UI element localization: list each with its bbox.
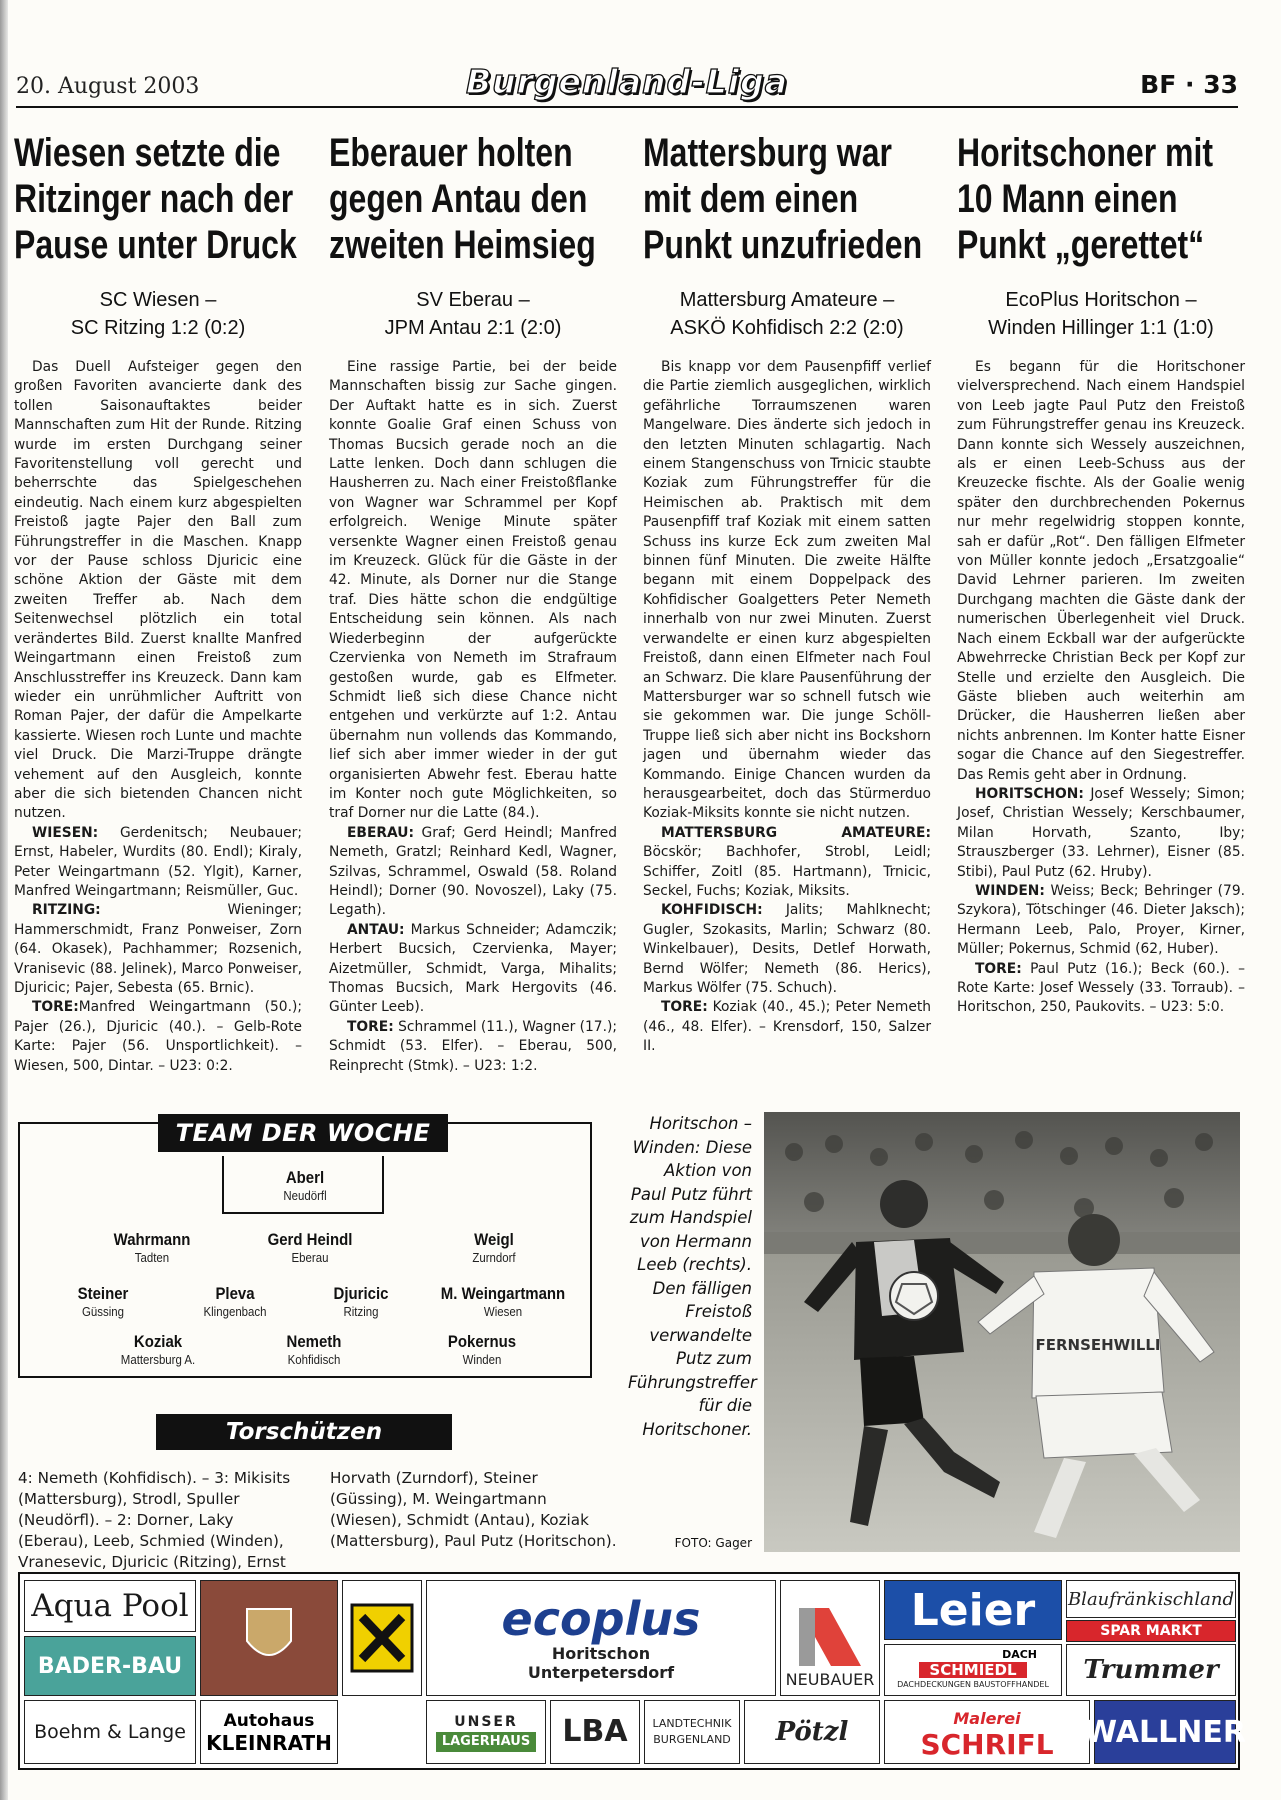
ad-leier[interactable]: Leier [884, 1580, 1062, 1640]
player-club: Mattersburg A. [120, 1352, 196, 1367]
stats-text: Schrammel (11.), Wagner (17.); Schmidt (53. Elfer). – Eberau, 500, Reinprecht (Stmk). – U23: 1:2. [329, 1018, 618, 1074]
player-name: Pokernus [447, 1332, 517, 1351]
page-fold-shadow [0, 0, 8, 1800]
ad-lba-sub2: BURGENLAND [653, 1733, 731, 1746]
match-score: Winden Hillinger 1:1 (1:0) [988, 317, 1214, 339]
article-text: Es begann für die Horitschoner vielversprechend. Nach einem Handspiel von Leeb jagte Paul Putz den Freistoß zum Führungstreffer genau ins Kreuzeck. Dann konnte sich Wessely auszeichnen, als er einen Leeb-Schuss aus der Kreuzecke fischte. Als der Goalie wenig später den durchbrechenden Pokernus nur mehr regelwidrig stoppen konnte, sah er dafür „Rot“. Den fälligen Elfmeter von Müller konnte jedoch „Ersatzgoalie“ David Lehrner parieren. Im zweiten Durchgang machten die Gäste dank der numerischen Überlegenheit viel Druck. Nach einem Eckball war der aufgerückte Abwehrrecke Christian Beck per Kopf zur Stelle und erzielte den Ausgleich. Die Gäste blieben auch weiterhin am Drücker, die Hausherren ließen aber nichts anbrennen. Im Konter hatte Eisner sogar die Chance auf den Siegestreffer. Das Remis geht aber in Ordnung. [957, 359, 1245, 783]
player-club: Winden [462, 1352, 502, 1367]
ad-aquapool[interactable]: Aqua Pool [24, 1580, 196, 1632]
ad-lagerhaus-line2: LAGERHAUS [436, 1732, 536, 1752]
stats-label: TORE: [347, 1018, 394, 1035]
stats-label: KOHFIDISCH: [661, 902, 763, 919]
stats-text: Gerdenitsch; Neubauer; Ernst, Habeler, Wurdits (80. Endl); Kiraly, Peter Weingartmann (52. Ylgit), Karner, Manfred Weingartmann; Reismüller, Guc. [14, 824, 302, 899]
player-forward [116, 1332, 201, 1368]
ad-raiffeisen[interactable] [342, 1580, 422, 1696]
ad-wallner[interactable]: WALLNER [1094, 1700, 1236, 1764]
article-text: Bis knapp vor dem Pausenpfiff verlief die Partie ziemlich ausgeglichen, wirklich gefährliche Torraumszenen waren Mangelware. Dies änderte sich jedoch in den letzten Minuten schlagartig. Nach einem Stangenschuss von Trnicic staubte Koziak zum Führungstreffer für die Heimischen ab. Praktisch mit dem Pausenpfiff traf Koziak mit einem satten Schuss ins kurze Eck zum zweiten Mal binnen fünf Minuten. Die zweite Hälfte begann mit einem Doppelpack des Kohfidischer Goalgetters Peter Nemeth innerhalb von nur zwei Minuten. Zuerst verwandelte er einen kurz abgespielten Freistoß, dann einen Elfmeter nach Foul an Schwarz. Die klare Pausenführung der Mattersburger war so schnell futsch wie sie gekommen war. Die junge Schöll-Truppe ließ sich aber nicht ins Bockshorn jagen und übernahm wieder das Kommando. Einige Chancen wurden da herausgearbeitet, doch das Stürmerduo Koziak-Miksits konnte sie nicht nutzen. [643, 359, 931, 822]
photo-credit: FOTO: Gager [674, 1536, 752, 1550]
match-result [329, 286, 617, 342]
player-name: Koziak [133, 1332, 183, 1351]
ad-lba-sub1: LANDTECHNIK [652, 1717, 732, 1730]
ad-lba-logo: LBA [562, 1714, 628, 1749]
lineup-home [329, 824, 617, 921]
player-name: Gerd Heindl [267, 1230, 353, 1249]
ad-ecoplus-line1: Horitschon [551, 1644, 651, 1663]
stats-label: WINDEN: [975, 882, 1045, 899]
player-defender [262, 1230, 358, 1266]
ad-lagerhaus-line1: UNSER [454, 1714, 518, 1730]
match-result [14, 286, 302, 342]
player-club: Wiesen [483, 1304, 523, 1319]
stats-label: TORE: [975, 960, 1022, 977]
ad-neubauer-label: NEUBAUER [785, 1670, 875, 1689]
page-header [16, 62, 1238, 108]
lineup-home [643, 824, 931, 902]
crest-icon [239, 1603, 299, 1673]
article-text: Eine rassige Partie, bei der beide Mannschaften bissig zur Sache gingen. Der Auftakt hatte es in sich. Zuerst konnte Goalie Graf einen Schuss von Thomas Bucsich gerade noch an die Latte lenken. Doch dann schlugen die Hausherren zu. Nach einer Freistoßflanke von Wagner war Schrammel per Kopf erfolgreich. Wenige Minute später versenkte Wagner einen Freistoß genau im Kreuzeck. Glück für die Gäste in der 42. Minute, als Dorner nur die Stange traf. Dies hätte schon die endgültige Entscheidung sein können. Als nach Wiederbeginn der aufgerückte Czervienka von Nemeth im Strafraum gestoßen wurde, gab es Elfmeter. Schmidt ließ sich diese Chance nicht entgehen und verkürzte auf 1:2. Antau übernahm nun vollends das Kommando, lief sich aber immer wieder in der gut organisierten Abwehr fest. Eberau hatte im Konter noch gute Möglichkeiten, so traf Dorner nur die Latte (84.). [329, 359, 617, 822]
goals-summary [329, 1018, 617, 1076]
stats-text: Markus Schneider; Adamczik; Herbert Bucsich, Czervienka, Mayer; Aizetmüller, Schmidt, Varga, Mihalits; Thomas Bucsich, Mark Hergovits (46. Günter Leeb). [329, 921, 618, 1016]
player-defender [108, 1230, 195, 1266]
ad-schrifl[interactable] [884, 1700, 1090, 1764]
ad-spar-markt[interactable]: SPAR MARKT [1066, 1620, 1236, 1642]
goals-summary [14, 998, 302, 1076]
ad-ecoplus-line2: Unterpetersdorf [527, 1663, 675, 1682]
ad-ecoplus[interactable] [426, 1580, 776, 1696]
ad-schmiedl[interactable] [884, 1644, 1062, 1696]
issue-date: 20. August 2003 [16, 74, 200, 99]
lineup-home [14, 824, 302, 902]
player-name: Nemeth [286, 1332, 342, 1351]
match-score: SC Ritzing 1:2 (0:2) [70, 317, 246, 339]
player-midfielder [330, 1284, 392, 1320]
ad-poetzl[interactable]: Pötzl [744, 1700, 880, 1764]
match-teams: Mattersburg Amateure – [679, 289, 895, 311]
team-of-the-week [18, 1119, 592, 1378]
lineup-away [643, 901, 931, 998]
stats-label: WIESEN: [32, 824, 99, 841]
match-teams: SC Wiesen – [99, 289, 217, 311]
ad-bader-bau[interactable]: BADER-BAU [24, 1636, 196, 1696]
stats-label: EBERAU: [347, 824, 414, 841]
stats-text: Josef Wessely; Simon; Josef, Christian Wessely; Kerschbaumer, Milan Horvath, Szanto, Iby; Strauszberger (33. Lehrner), Eisner (85. Stibi), Paul Putz (62. Hruby). [957, 785, 1245, 880]
match-score: ASKÖ Kohfidisch 2:2 (2:0) [670, 317, 904, 339]
stats-text: Graf; Gerd Heindl; Manfred Nemeth, Gratzl; Reinhard Kedl, Wagner, Szilvas, Schrammel, Oswald (58. Roland Heindl); Dorner (90. Novoszel), Laky (75. Legath). [329, 824, 618, 919]
player-club: Güssing [82, 1304, 124, 1319]
article-wiesen-ritzing [14, 130, 302, 1076]
ad-blaufraenkischland[interactable]: Blaufränkischland [1066, 1580, 1236, 1618]
stats-text: Weiss; Beck; Behringer (79. Szykora), Tötschinger (46. Dieter Jaksch); Hermann Leeb, Palo, Proyer, Kirner, Müller; Pokernus, Schmid (62, Huber). [957, 882, 1245, 958]
ad-schrifl-name: SCHRIFL [920, 1728, 1054, 1761]
stats-label: ANTAU: [347, 921, 405, 938]
sponsor-ads [18, 1572, 1246, 1770]
team-of-week-title: TEAM DER WOCHE [158, 1114, 448, 1152]
scorers-list: 4: Nemeth (Kohfidisch). – 3: Mikisits (Mattersburg), Strodl, Spuller (Neudörfl). – 2: Dorner, Laky (Eberau), Leeb, Schmied (Winden), Vranesevic, Djuricic (Ritzing), Ernst Horvath (Zurndorf), Steiner (Güssing), M. Weingartmann (Wiesen), Schmidt (Antau), Koziak (Mattersburg), Paul Putz (Horitschon). [18, 1469, 617, 1571]
match-teams: EcoPlus Horitschon – [1005, 289, 1197, 311]
article-body [643, 358, 931, 1057]
player-club: Neudörfl [283, 1188, 327, 1203]
article-headline: Mattersburg war mit dem einen Punkt unzufrieden [643, 131, 923, 267]
player-club: Klingenbach [203, 1304, 267, 1319]
goals-summary [643, 998, 931, 1056]
stats-text: Jalits; Mahlknecht; Gugler, Szokasits, Marlin; Schwarz (80. Winkelbauer), Desits, Detlef Horwath, Bernd Wölfer; Nemeth (86. Herics), Markus Wölfer (75. Schuch). [643, 902, 932, 996]
player-name: Steiner [77, 1284, 129, 1303]
player-midfielder [74, 1284, 132, 1320]
stats-label: MATTERSBURG AMATEURE: [661, 824, 931, 841]
stats-text: Paul Putz (16.); Beck (60.). – Rote Karte: Josef Wessely (33. Torraub). – Horitschon, 250, Paukovits. – U23: 5:0. [957, 960, 1245, 1016]
stats-text: Koziak (40., 45.); Peter Nemeth (46., 48. Elfer). – Krensdorf, 150, Salzer II. [643, 999, 931, 1055]
player-club: Zurndorf [472, 1250, 516, 1265]
player-name: Aberl [285, 1168, 325, 1187]
ad-boehm-lange[interactable]: Boehm & Lange [24, 1700, 196, 1764]
player-forward [283, 1332, 345, 1368]
scorers-title: Torschützen [156, 1414, 452, 1450]
player-name: Weigl [474, 1230, 514, 1249]
ad-schrifl-sub: Malerei [953, 1709, 1021, 1728]
match-score: JPM Antau 2:1 (2:0) [384, 317, 562, 339]
ad-lba[interactable] [550, 1700, 640, 1764]
ad-schmiedl-sub: DACHDECKUNGEN BAUSTOFFHANDEL [897, 1680, 1049, 1689]
lineup-home [957, 785, 1245, 882]
stats-label: TORE: [32, 999, 79, 1016]
lineup-away [14, 901, 302, 998]
article-body [329, 358, 617, 1076]
article-mattersburg-kohfidisch [643, 130, 931, 1057]
article-eberau-antau [329, 130, 617, 1076]
player-club: Tadten [134, 1250, 170, 1265]
goals-summary [957, 960, 1245, 1018]
ad-autohaus-line2: KLEINRATH [206, 1731, 332, 1755]
player-club: Ritzing [343, 1304, 379, 1319]
stats-label: HORITSCHON: [975, 785, 1084, 802]
stats-label: RITZING: [32, 902, 101, 919]
player-midfielder [199, 1284, 271, 1320]
article-text: Das Duell Aufsteiger gegen den großen Favoriten avancierte dank des tollen Saisonauftaktes beider Mannschaften zum Hit der Runde. Ritzing wurde im ersten Durchgang seiner Favoritenstellung voll gerecht und beherrschte das Spielgeschehen eindeutig. Nach einem kurz abgespielten Freistoß jagte Pajer den Ball zum Führungstreffer in die Maschen. Knapp vor der Pause schloss Djuricic eine schöne Aktion der Gäste mit dem zweiten Treffer ab. Nach dem Seitenwechsel plötzlich ein total verändertes Bild. Zuerst knallte Manfred Weingartmann einen Freistoß zum Anschlusstreffer ins Kreuzeck. Dann kam wieder ein unrühmlicher Auftritt von Roman Pajer, der dafür die Ampelkarte kassierte. Wiesen roch Lunte und machte viel Druck. Die Marzi-Truppe drängte vehement auf den Ausgleich, konnte aber die sich bietenden Chancen nicht nutzen. [14, 359, 302, 822]
player-name: Djuricic [333, 1284, 389, 1303]
ad-lagerhaus[interactable] [426, 1700, 546, 1764]
match-result [643, 286, 931, 342]
raiffeisen-icon [350, 1603, 414, 1673]
article-headline: Wiesen setzte die Ritzinger nach der Pause unter Druck [14, 131, 297, 267]
ad-autohaus-kleinrath[interactable] [200, 1700, 338, 1764]
ad-lba-landtechnik[interactable] [644, 1700, 740, 1764]
stats-text: Böcskör; Bachhofer, Strobl, Leidl; Schiffer, Zoitl (85. Hartmann), Trnicic, Seckel, Fuchs; Koziak, Miksits. [643, 844, 931, 899]
player-club: Eberau [291, 1250, 329, 1265]
ad-ecoplus-logo: ecoplus [501, 1592, 701, 1646]
player-club: Kohfidisch [287, 1352, 341, 1367]
player-forward [443, 1332, 520, 1368]
ad-autohaus-line1: Autohaus [223, 1711, 315, 1731]
section-title: Burgenland-Liga [465, 62, 789, 101]
match-result [957, 286, 1245, 342]
stats-label: TORE: [661, 999, 708, 1016]
player-goalkeeper [280, 1168, 329, 1204]
article-horitschon-winden [957, 130, 1245, 1018]
ad-neubauer[interactable] [780, 1580, 880, 1696]
article-body [14, 358, 302, 1076]
lineup-away [957, 882, 1245, 960]
ad-wine-label-icon[interactable] [200, 1580, 338, 1696]
lineup-away [329, 921, 617, 1018]
player-midfielder [432, 1284, 573, 1320]
photo-caption: Horitschon – Winden: Diese Aktion von Paul Putz führt zum Handspiel von Hermann Leeb (rechts). Den fälligen Freistoß verwandelte Putz zum Führungstreffer für die Horitschoner. [628, 1114, 757, 1439]
ad-schmiedl-top: DACH [1002, 1648, 1037, 1661]
match-photo-illustration [764, 1112, 1240, 1552]
player-name: Wahrmann [113, 1230, 191, 1249]
article-body [957, 358, 1245, 1018]
match-photo [764, 1112, 1240, 1552]
player-name: M. Weingartmann [440, 1284, 566, 1303]
player-name: Pleva [215, 1284, 255, 1303]
match-teams: SV Eberau – [416, 289, 530, 311]
page-number: BF · 33 [1140, 70, 1238, 99]
article-headline: Eberauer holten gegen Antau den zweiten Heimsieg [329, 131, 596, 267]
shirt-sponsor-text: FERNSEHWILLI [1035, 1336, 1161, 1354]
player-defender [469, 1230, 518, 1266]
article-headline: Horitschoner mit 10 Mann einen Punkt „gerettet“ [957, 131, 1214, 267]
stats-text: Manfred Weingartmann (50.); Pajer (26.), Djuricic (40.). – Gelb-Rote Karte: Pajer (56. Unsportlichkeit). – Wiesen, 500, Dintar. – U23: 0:2. [14, 999, 302, 1074]
ad-schmiedl-name: SCHMIEDL [919, 1662, 1026, 1678]
stats-text: Wieninger; Hammerschmidt, Franz Ponweiser, Zorn (64. Okasek), Pachhammer; Rozsenich, Vranisevic (88. Jelinek), Marco Ponweiser, Djuricic; Pajer, Sebesta (65. Brnic). [14, 902, 302, 996]
neubauer-logo-icon [795, 1604, 865, 1670]
ad-trummer[interactable]: Trummer [1066, 1644, 1236, 1696]
